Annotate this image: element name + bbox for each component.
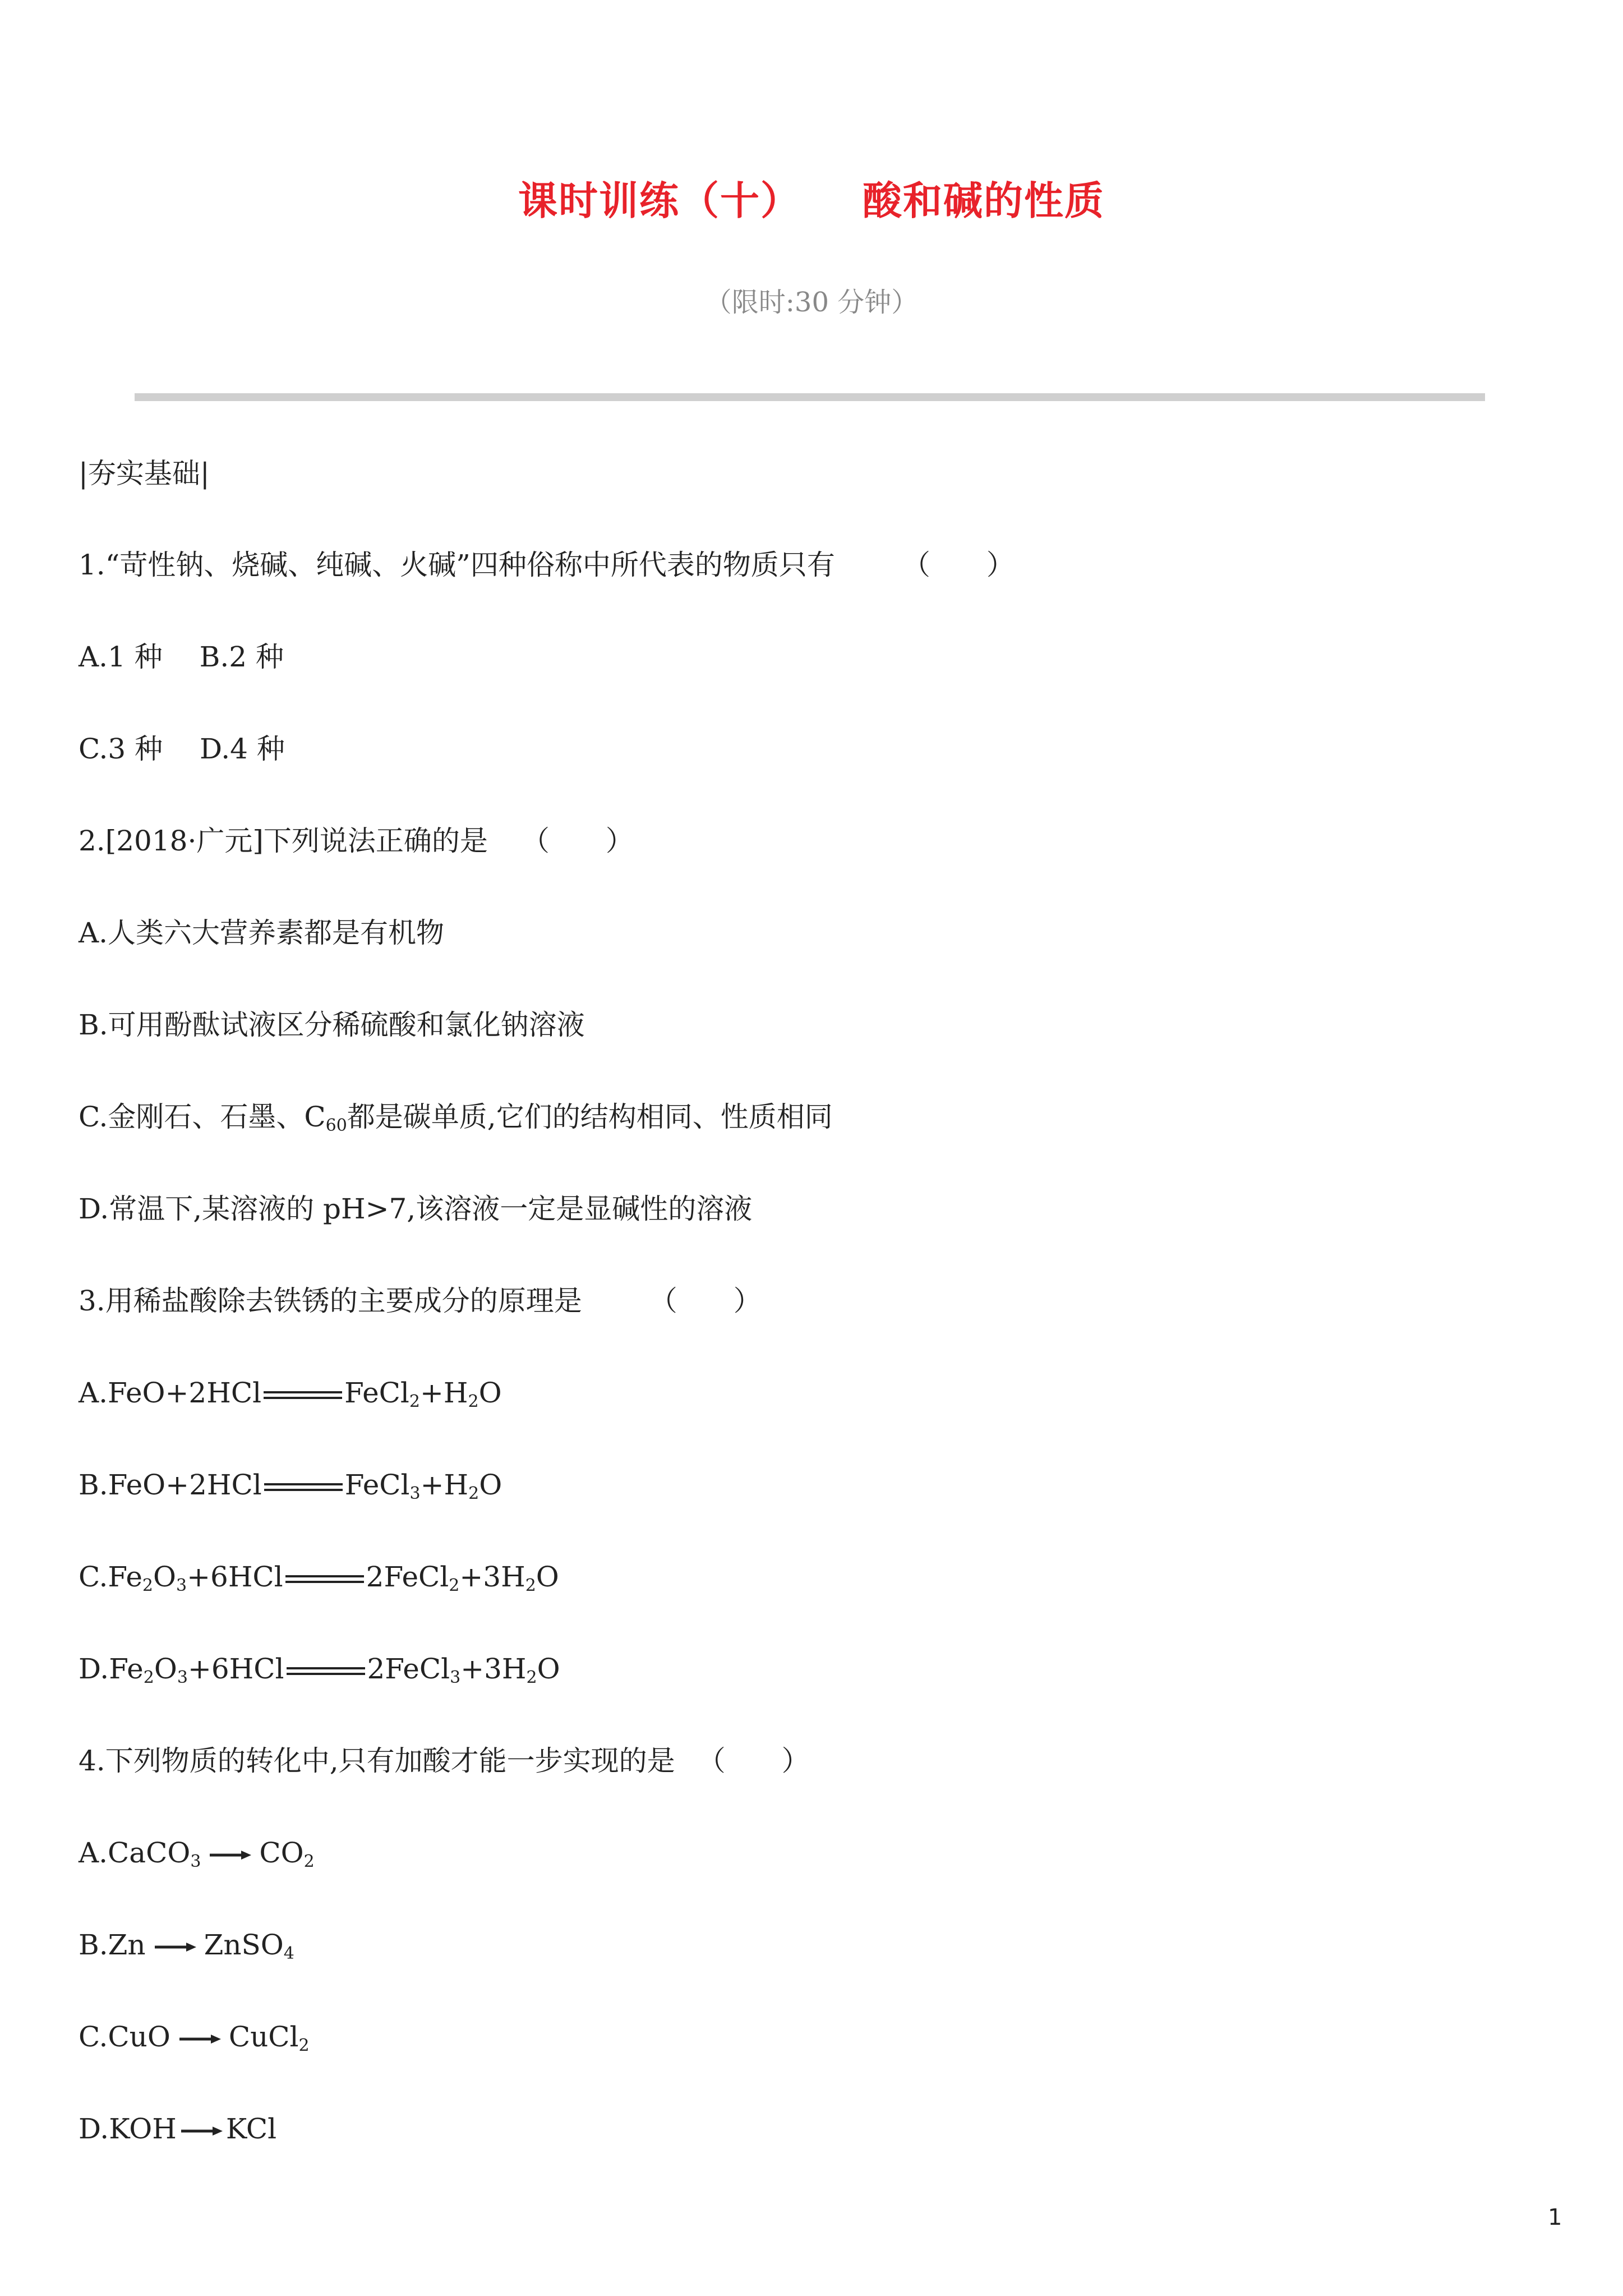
question-4-stem: 4.下列物质的转化中,只有加酸才能一步实现的是 (79, 1745, 675, 1777)
question-3-option-c: $C.Fe_2O_3+6HCl$ $2FeCl_2+3H_2O$ (79, 1561, 559, 1595)
title-part-2: 酸和碱的性质 (863, 177, 1105, 224)
question-2-option-d: D.常温下,某溶液的 pH>7,该溶液一定是显碱性的溶液 (79, 1193, 753, 1225)
question-4-option-c: C.CuO CuCl$_2$ (79, 2021, 310, 2055)
question-3-option-b: B.FeO+2HCl $FeCl_3+H_2O$ (79, 1469, 502, 1503)
question-2-option-c: C.金刚石、石墨、$C_{60}$都是碳单质,它们的结构相同、性质相同 (79, 1101, 833, 1135)
arrow-right-icon (208, 1849, 252, 1861)
time-limit: （限时:30 分钟） (704, 287, 919, 318)
question-3-option-a: A.FeO+2HCl $FeCl_2+H_2O$ (79, 1377, 502, 1411)
arrow-right-icon (177, 2033, 222, 2045)
equals-sign-icon (264, 1389, 342, 1401)
question-2 (79, 823, 634, 859)
question-4 (79, 1743, 810, 1779)
question-2-paren: （ ） (521, 825, 634, 857)
question-4-option-b: B.Zn ZnSO$_4$ (79, 1929, 294, 1963)
page-number: 1 (1548, 2205, 1562, 2230)
equals-sign-icon (264, 1481, 343, 1493)
question-3-option-d: $D.Fe_2O_3+6HCl$ $2FeCl_3+3H_2O$ (79, 1653, 560, 1687)
question-1-paren: （ ） (902, 549, 1015, 581)
question-1-stem: 1.“苛性钠、烧碱、纯碱、火碱”四种俗称中所代表的物质只有 (79, 549, 835, 581)
arrow-right-icon (179, 2125, 224, 2137)
divider (135, 393, 1485, 401)
section-heading: |夯实基础| (79, 457, 210, 490)
page-title (0, 169, 1623, 226)
question-4-option-d: D.KOH KCl (79, 2113, 277, 2145)
question-4-option-a: A.CaCO$_3$ $CO_2$ (79, 1837, 315, 1871)
question-3-stem: 3.用稀盐酸除去铁锈的主要成分的原理是 (79, 1285, 582, 1317)
arrow-right-icon (153, 1941, 197, 1953)
question-2-stem: 2.[2018·广元]下列说法正确的是 (79, 825, 488, 857)
question-1-options-cd: C.3 种 D.4 种 (79, 733, 285, 765)
equals-sign-icon (285, 1573, 364, 1585)
title-part-1: 课时训练（十） (518, 177, 801, 224)
question-3-paren: （ ） (649, 1285, 762, 1317)
question-2-option-b: B.可用酚酞试液区分稀硫酸和氯化钠溶液 (79, 1009, 585, 1041)
question-3 (79, 1283, 762, 1319)
question-4-paren: （ ） (697, 1745, 810, 1777)
question-1 (79, 547, 1015, 583)
question-1-options-ab: A.1 种 B.2 种 (79, 641, 284, 673)
question-2-option-a: A.人类六大营养素都是有机物 (79, 917, 445, 949)
equals-sign-icon (287, 1665, 365, 1677)
